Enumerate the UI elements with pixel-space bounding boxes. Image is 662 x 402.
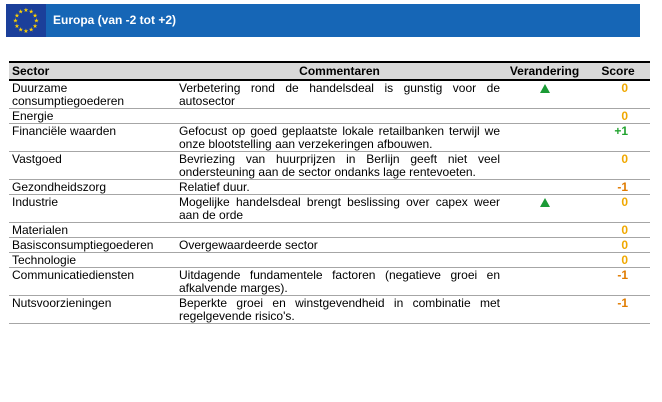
comment-cell: Relatief duur. [176, 180, 503, 195]
score-cell: 0 [586, 195, 650, 223]
change-cell [503, 253, 586, 268]
score-cell: 0 [586, 223, 650, 238]
comment-cell: Gefocust op goed geplaatste lokale retailbanken terwijl we onze blootstelling aan verzekeringen afbouwen. [176, 124, 503, 152]
flag-star-icon: ★ [28, 26, 34, 34]
change-cell [503, 195, 586, 223]
change-cell [503, 80, 586, 109]
change-cell [503, 109, 586, 124]
table-header-row [9, 62, 650, 80]
sector-table [9, 61, 650, 324]
flag-star-icon: ★ [18, 26, 24, 34]
change-cell [503, 268, 586, 296]
score-cell: 0 [586, 80, 650, 109]
score-cell: -1 [586, 296, 650, 324]
score-cell: +1 [586, 124, 650, 152]
score-cell: 0 [586, 253, 650, 268]
change-cell [503, 238, 586, 253]
change-cell [503, 296, 586, 324]
sector-cell: Industrie [9, 195, 176, 223]
table-row [9, 296, 650, 324]
sector-cell: Nutsvoorzieningen [9, 296, 176, 324]
flag-star-icon: ★ [14, 12, 20, 20]
table-row [9, 268, 650, 296]
table-row [9, 124, 650, 152]
comment-cell: Uitdagende fundamentele factoren (negatieve groei en afkalvende marges). [176, 268, 503, 296]
table-row [9, 195, 650, 223]
change-cell [503, 180, 586, 195]
sector-cell: Financiële waarden [9, 124, 176, 152]
flag-star-icon: ★ [23, 7, 29, 14]
comment-cell: Mogelijke handelsdeal brengt beslissing over capex weer aan de orde [176, 195, 503, 223]
sector-cell: Communicatiediensten [9, 268, 176, 296]
comment-cell: Bevriezing van huurprijzen in Berlijn geeft niet veel ondersteuning aan de sector ondanks lage rentevoeten. [176, 152, 503, 180]
section-banner [6, 4, 640, 37]
flag-star-icon: ★ [23, 28, 29, 35]
table-row [9, 180, 650, 195]
change-cell [503, 124, 586, 152]
eu-flag-icon [6, 4, 46, 37]
table-row [9, 223, 650, 238]
comment-cell: Beperkte groei en winstgevendheid in combinatie met regelgevende risico's. [176, 296, 503, 324]
column-header-sector: Sector [9, 62, 176, 80]
sector-cell: Energie [9, 109, 176, 124]
flag-star-icon: ★ [28, 8, 34, 16]
table-body [9, 80, 650, 324]
flag-star-icon: ★ [32, 12, 38, 20]
column-header-score: Score [586, 62, 650, 80]
sector-cell: Gezondheidszorg [9, 180, 176, 195]
comment-cell: Verbetering rond de handelsdeal is gunstig voor de autosector [176, 80, 503, 109]
sector-cell: Technologie [9, 253, 176, 268]
score-cell: -1 [586, 180, 650, 195]
table-row [9, 152, 650, 180]
sector-cell: Materialen [9, 223, 176, 238]
table-row [9, 253, 650, 268]
table-row [9, 109, 650, 124]
change-cell [503, 152, 586, 180]
change-cell [503, 223, 586, 238]
sector-cell: Vastgoed [9, 152, 176, 180]
score-cell: 0 [586, 238, 650, 253]
sector-cell: Basisconsumptiegoederen [9, 238, 176, 253]
score-cell: -1 [586, 268, 650, 296]
sector-cell: Duurzame consumptiegoederen [9, 80, 176, 109]
flag-star-icon: ★ [12, 17, 19, 25]
arrow-up-icon [540, 198, 550, 207]
comment-cell [176, 223, 503, 238]
comment-cell [176, 253, 503, 268]
column-header-change: Verandering [503, 62, 586, 80]
flag-star-icon: ★ [14, 22, 20, 30]
table-row [9, 80, 650, 109]
flag-star-icon: ★ [32, 22, 38, 30]
score-cell: 0 [586, 152, 650, 180]
column-header-comment: Commentaren [176, 62, 503, 80]
comment-cell [176, 109, 503, 124]
page-title: Europa (van -2 tot +2) [53, 13, 177, 27]
comment-cell: Overgewaardeerde sector [176, 238, 503, 253]
flag-star-icon: ★ [18, 8, 24, 16]
arrow-up-icon [540, 84, 550, 93]
score-cell: 0 [586, 109, 650, 124]
flag-star-icon: ★ [33, 17, 40, 25]
table-row [9, 238, 650, 253]
